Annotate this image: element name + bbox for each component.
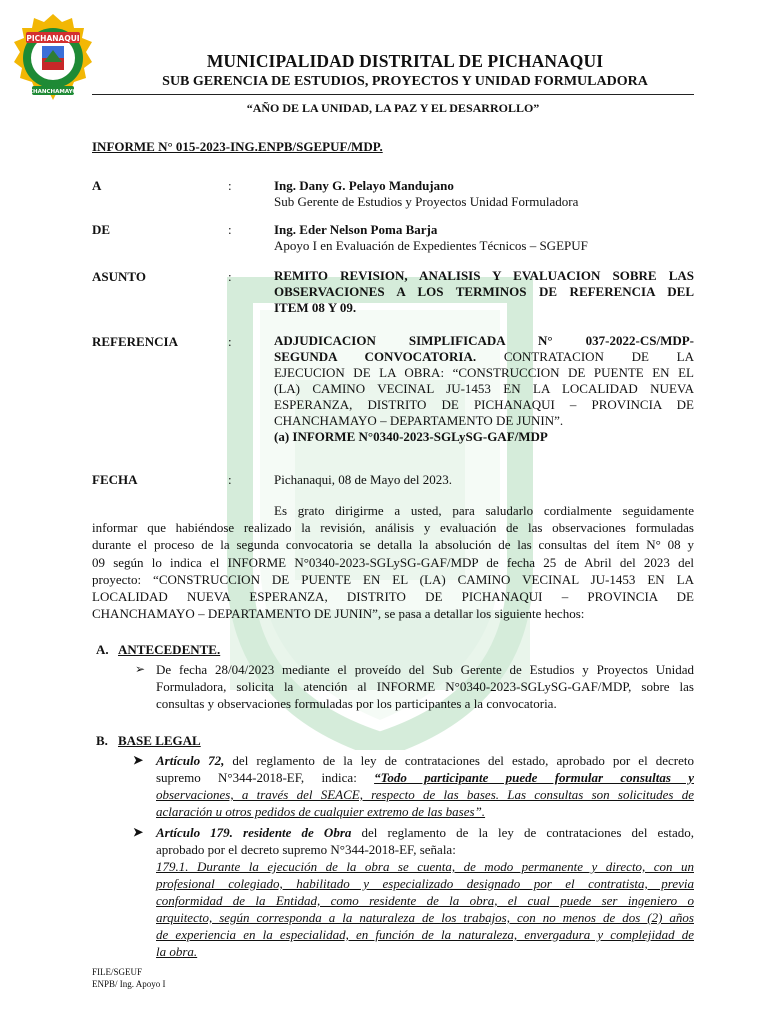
article-72-line: observaciones, a través del SEACE, respecto de las bases. Las consultas son solicitudes de — [156, 787, 694, 802]
referencia-line: CHANCHAMAYO – DEPARTAMENTO DE JUNIN”. — [274, 413, 564, 428]
section-a-line: De fecha 28/04/2023 mediante el proveído del Sub Gerente de Estudios y Proyectos Unidad — [156, 662, 694, 677]
article-72-line — [156, 769, 694, 786]
article-179-quote-line: conformidad de la Entidad, como residente de la obra, el cual puede ser ingeniero o — [156, 893, 694, 908]
logo-top-text: PICHANAQUI — [26, 34, 80, 43]
field-value-asunto — [274, 268, 694, 316]
arrow-bullet-icon: ➢ — [135, 662, 146, 676]
section-a-title: ANTECEDENTE. — [118, 642, 221, 657]
field-colon-de: : — [228, 222, 232, 237]
field-colon-asunto: : — [228, 269, 232, 284]
field-label-referencia: REFERENCIA — [92, 334, 178, 349]
article-179-rest: del reglamento de la ley de contrataciones del estado, — [351, 825, 695, 840]
field-label-fecha: FECHA — [92, 472, 138, 487]
article-179-quote-line: 179.1. Durante la ejecución de la obra se cuenta, de modo permanente y directo, con un — [156, 859, 694, 874]
section-a-heading — [96, 642, 220, 658]
year-motto: “AÑO DE LA UNIDAD, LA PAZ Y EL DESARROLLO” — [246, 101, 540, 115]
asunto-line: REMITO REVISION, ANALISIS Y EVALUACION SOBRE LAS — [274, 268, 694, 283]
article-72-ref: Artículo 72, — [156, 753, 225, 768]
field-value-referencia — [274, 333, 694, 445]
header-divider — [92, 94, 694, 95]
arrow-bullet-icon: ➤ — [133, 825, 144, 839]
intro-line: informar que habiéndose realizado la revisión, análisis y evaluación de las observaciones formuladas — [92, 520, 694, 536]
article-179-quote-line: de experiencia en la especialidad, en función de la naturaleza, envergadura y complejidad de — [156, 927, 694, 942]
report-title: INFORME N° 015-2023-ING.ENPB/SGEPUF/MDP. — [92, 139, 383, 154]
intro-line: 09 según lo indica el INFORME N°0340-2023-SGLySG-GAF/MDP de fecha 25 de Abril del 2023 del — [92, 554, 694, 570]
field-label-a: A — [92, 178, 102, 193]
article-72-plain: supremo N°344-2018-EF, indica: — [156, 770, 375, 785]
footer-file: FILE/SGEUF — [92, 967, 143, 977]
intro-line: proyecto: “CONSTRUCCION DE PUENTE EN EL (LA) CAMINO VECINAL JU-1453 EN LA — [92, 571, 694, 587]
article-72-line — [156, 752, 694, 769]
article-179-quote-line: la obra. — [156, 944, 198, 959]
field-value-fecha: Pichanaqui, 08 de Mayo del 2023. — [274, 472, 452, 487]
file-footer — [92, 966, 166, 990]
footer-initials: ENPB/ Ing. Apoyo I — [92, 979, 166, 989]
section-a-line: Formuladora, solicita la atención al INFORME N°0340-2023-SGLySG-GAF/MDP, sobre las — [156, 679, 694, 694]
recipient-name: Ing. Dany G. Pelayo Mandujano — [274, 178, 454, 193]
intro-paragraph — [92, 502, 694, 622]
section-a-letter: A. — [96, 642, 109, 657]
sender-name: Ing. Eder Nelson Poma Barja — [274, 222, 438, 237]
section-a-text — [156, 661, 694, 712]
field-value-a — [274, 178, 694, 210]
recipient-role: Sub Gerente de Estudios y Proyectos Unidad Formuladora — [274, 194, 579, 209]
article-72-quote: “Todo participante puede formular consultas y — [374, 770, 694, 785]
referencia-line: (LA) CAMINO VECINAL JU-1453 EN LA LOCALIDAD NUEVA — [274, 381, 694, 396]
asunto-line: ITEM 08 Y 09. — [274, 300, 357, 315]
referencia-line: EJECUCION DE LA OBRA: “CONSTRUCCION DE PUENTE EN EL — [274, 365, 694, 380]
referencia-item-a: (a) INFORME N°0340-2023-SGLySG-GAF/MDP — [274, 429, 548, 444]
article-179-ref: Artículo 179. residente de Obra — [156, 825, 352, 840]
section-a-line: consultas y observaciones formuladas por los participantes a la convocatoria. — [156, 696, 557, 711]
sender-role: Apoyo I en Evaluación de Expedientes Técnicos – SGEPUF — [274, 238, 588, 253]
field-colon-referencia: : — [228, 334, 232, 349]
intro-line: CHANCHAMAYO – DEPARTAMENTO DE JUNIN”, se pasa a detallar los siguiente hechos: — [92, 606, 585, 622]
article-72-line: aclaración u otros pedidos de cualquier extremo de las bases”. — [156, 804, 486, 819]
field-label-de: DE — [92, 222, 111, 237]
intro-line: durante el proceso de la segunda convocatoria se detalla la absolución de las consultas del ítem N° 08 y — [92, 537, 694, 553]
referencia-bold: SEGUNDA CONVOCATORIA. — [274, 349, 477, 364]
section-b-title: BASE LEGAL — [118, 733, 201, 748]
article-72-text — [156, 752, 694, 820]
article-72-rest: del reglamento de la ley de contrataciones del estado, aprobado por el decreto — [224, 753, 694, 768]
municipality-title: MUNICIPALIDAD DISTRITAL DE PICHANAQUI — [206, 51, 604, 71]
arrow-bullet-icon: ➤ — [133, 753, 144, 767]
section-b-letter: B. — [96, 733, 108, 748]
article-179-quote-line: profesional colegiado, habilitado y especializado designado por el contratista, previa — [156, 876, 694, 891]
intro-line: LOCALIDAD NUEVA ESPERANZA, DISTRITO DE PICHANAQUI – PROVINCIA DE — [92, 589, 694, 605]
field-colon-a: : — [228, 178, 232, 193]
municipality-logo — [12, 12, 94, 104]
asunto-line: OBSERVACIONES A LOS TERMINOS DE REFERENCIA DEL — [274, 284, 694, 299]
field-colon-fecha: : — [228, 472, 232, 487]
referencia-line — [274, 349, 694, 365]
referencia-line: ESPERANZA, DISTRITO DE PICHANAQUI – PROVINCIA DE — [274, 397, 694, 412]
logo-bottom-text: CHANCHAMAYO — [28, 89, 78, 95]
field-label-asunto: ASUNTO — [92, 269, 146, 284]
subgerencia-title: SUB GERENCIA DE ESTUDIOS, PROYECTOS Y UNIDAD FORMULADORA — [162, 74, 648, 89]
article-179-text — [156, 824, 694, 960]
article-179-line — [156, 824, 694, 841]
article-179-quote-line: arquitecto, según corresponda a la naturaleza de los trabajos, con no menos de dos (2) años — [156, 910, 694, 925]
field-value-de — [274, 222, 694, 254]
section-b-heading — [96, 733, 201, 749]
referencia-line: ADJUDICACION SIMPLIFICADA N° 037-2022-CS/MDP- — [274, 333, 694, 348]
intro-line: Es grato dirigirme a usted, para saludarlo cordialmente seguidamente — [274, 503, 694, 518]
article-179-line: aprobado por el decreto supremo N°344-2018-EF, señala: — [156, 842, 456, 857]
referencia-rest: CONTRATACION DE LA — [476, 349, 695, 364]
